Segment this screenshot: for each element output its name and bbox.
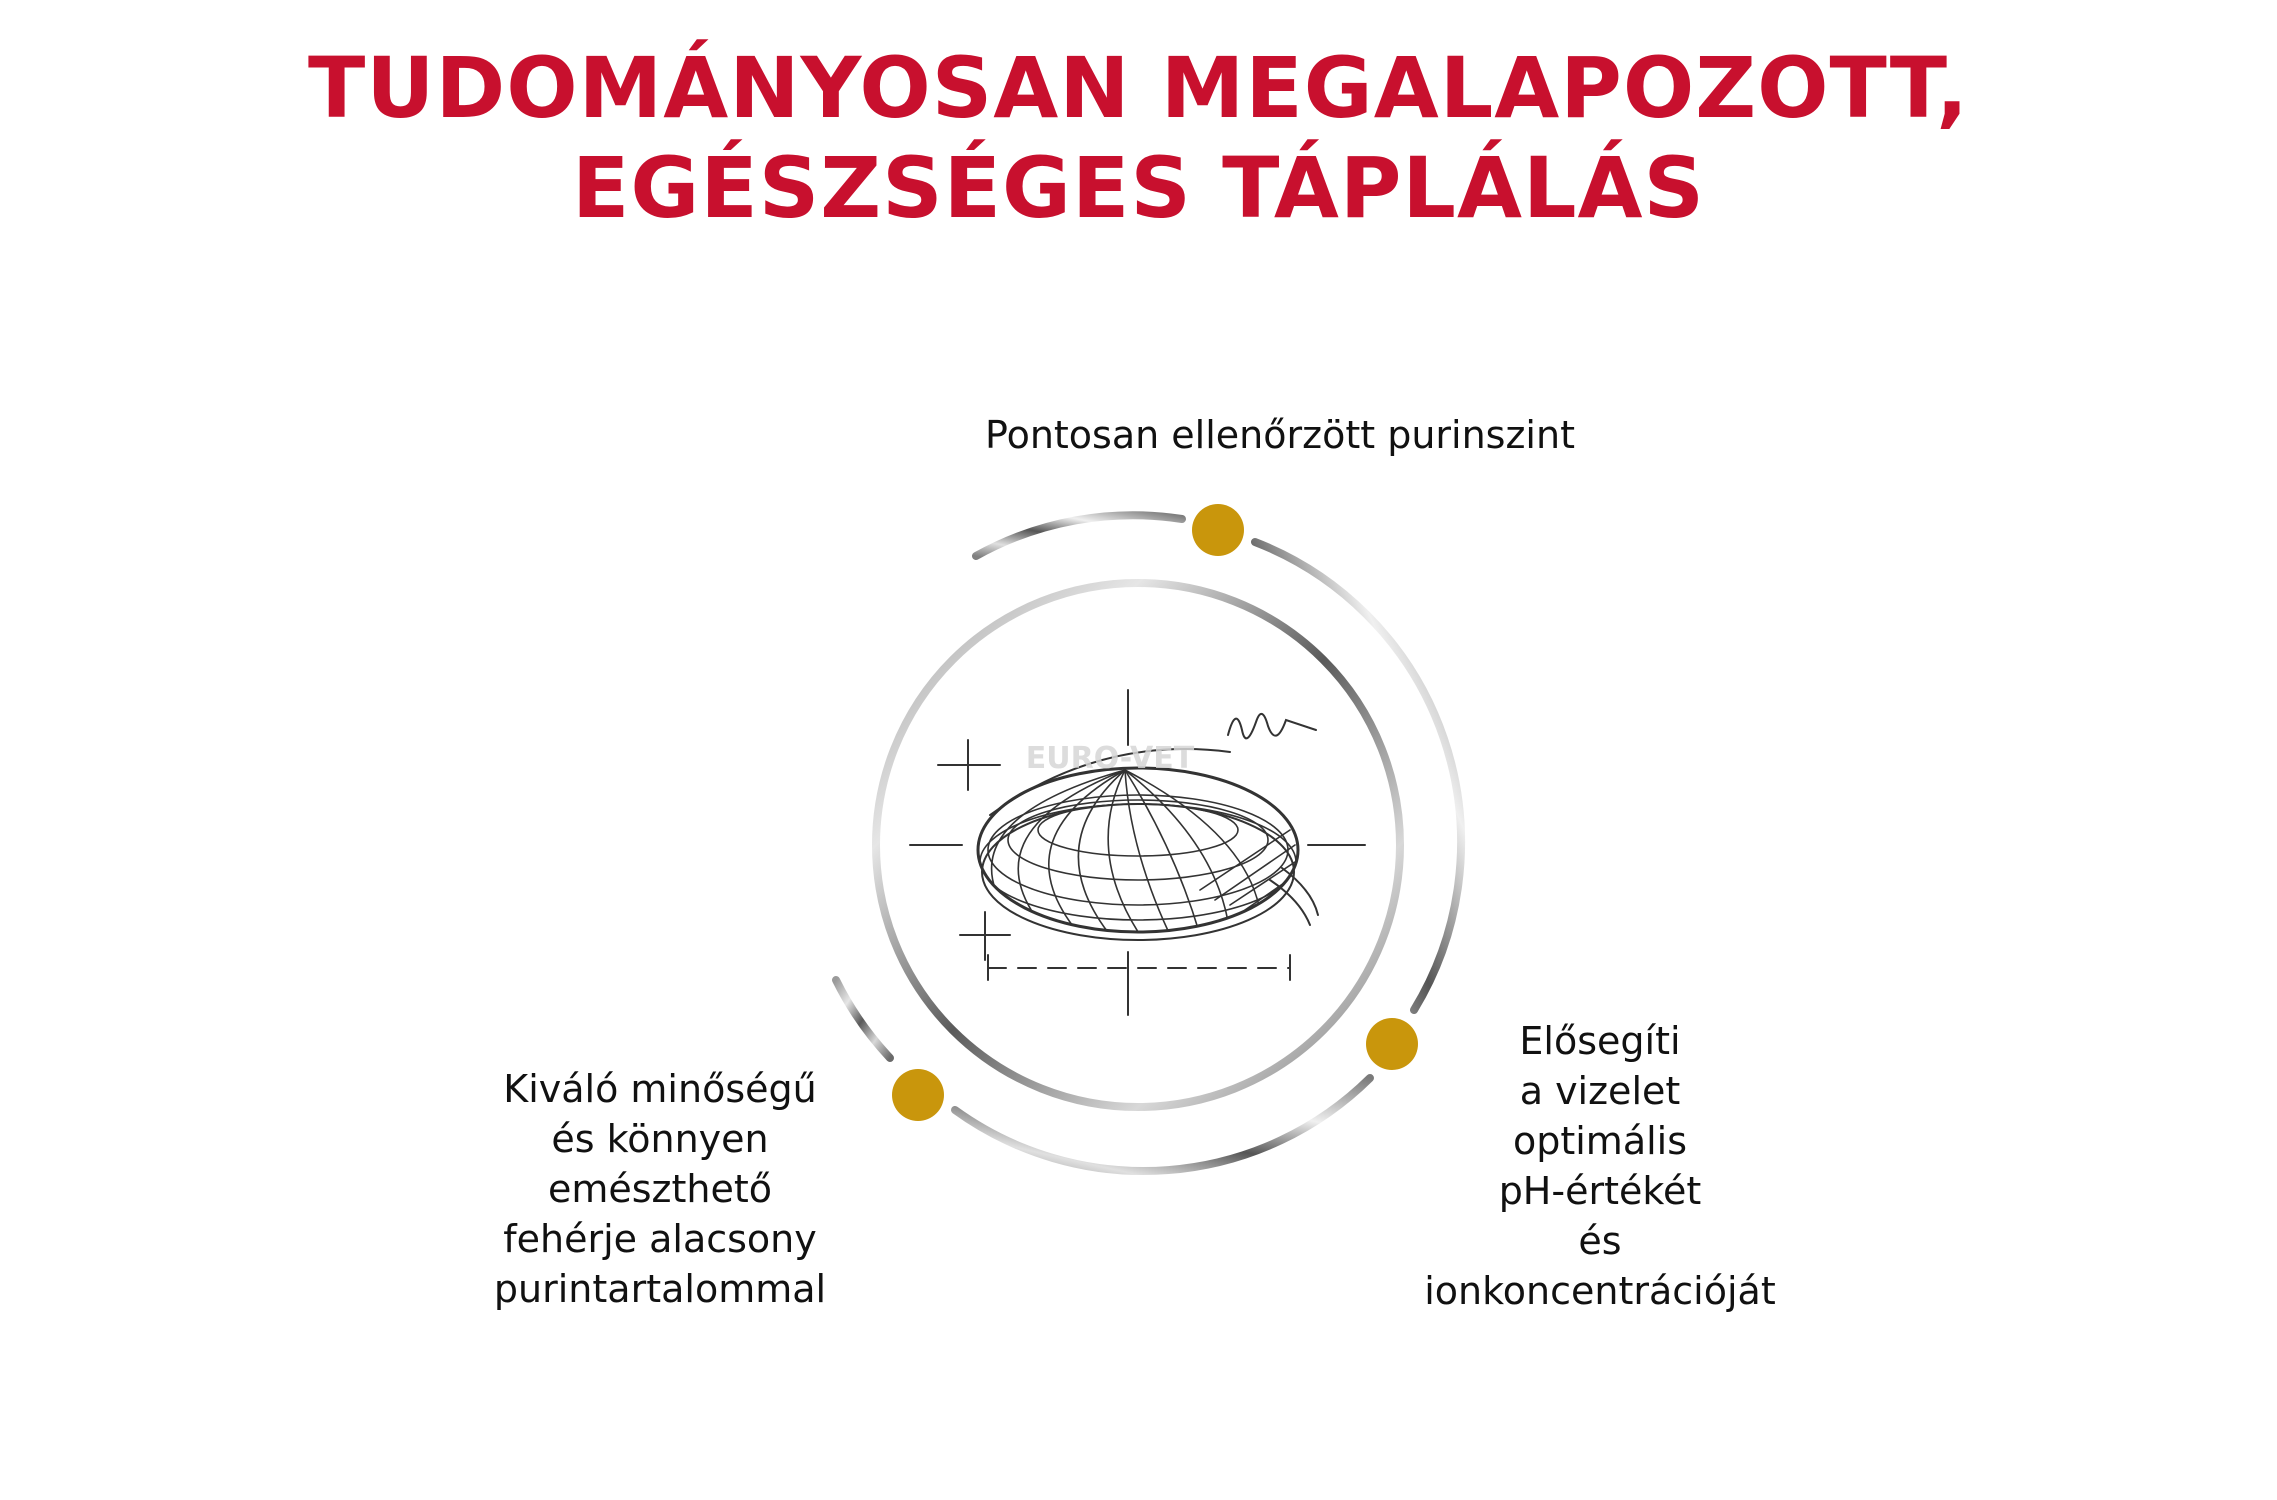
benefit-left-line-1: Kiváló minőségű: [503, 1067, 817, 1111]
benefit-top-line-1: Pontosan ellenőrzött purinszint: [985, 413, 1575, 457]
benefit-left-line-4: fehérje alacsony: [503, 1217, 817, 1261]
headline-line-1: TUDOMÁNYOSAN MEGALAPOZOTT,: [307, 39, 1970, 137]
benefit-right-line-2: a vizelet: [1519, 1069, 1681, 1113]
benefit-purine-level: [780, 410, 1780, 460]
outer-ring-arc-bottom: [955, 1078, 1370, 1171]
benefit-left-line-5: purintartalommal: [493, 1267, 827, 1311]
benefit-right-line-5: és: [1578, 1219, 1622, 1263]
benefit-protein-quality: [400, 1064, 920, 1314]
benefit-right-line-6: ionkoncentrációját: [1424, 1269, 1776, 1313]
outer-ring-arc-upper-left: [976, 515, 1182, 556]
outer-ring-arc-right: [1255, 542, 1461, 1010]
outer-ring-arc-lower-left: [836, 980, 890, 1058]
benefit-urine-ph: [1380, 1016, 1820, 1316]
benefit-right-line-1: Elősegíti: [1519, 1019, 1681, 1063]
headline-line-2: EGÉSZSÉGES TÁPLÁLÁS: [572, 139, 1705, 237]
benefit-left-line-3: emészthető: [547, 1167, 773, 1211]
kibble-sketch-icon: [910, 690, 1365, 1015]
benefit-right-line-4: pH-értékét: [1498, 1169, 1702, 1213]
benefit-dot-icon-top: [1192, 504, 1244, 556]
benefit-right-line-3: optimális: [1512, 1119, 1688, 1163]
benefit-left-line-2: és könnyen: [551, 1117, 769, 1161]
sketch-watermark: EURO-VET: [1025, 741, 1195, 776]
